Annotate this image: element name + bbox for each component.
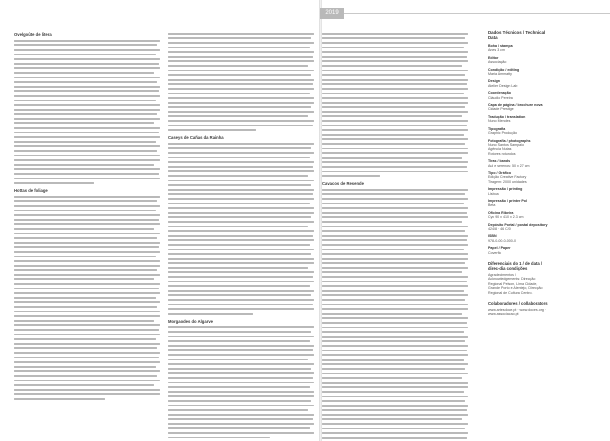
technical-data-key: Depósito Portal / postal depository (488, 222, 548, 227)
right-page (322, 0, 610, 441)
technical-data-item (488, 159, 548, 168)
left-column-2 (168, 30, 314, 440)
technical-data-value: Anes 3 cm (488, 48, 505, 53)
section-subtitle: Hottas de foliage (14, 188, 48, 193)
acknowledgements-title: Diferenciais do 1 / de data / direc-dia condições (488, 261, 542, 272)
technical-data-title: Dados Técnicos / Technical Data (488, 30, 546, 40)
technical-data-item (488, 91, 548, 100)
technical-data-value: Aul e serenos: 50 x 27 cm (488, 163, 530, 168)
technical-data-item (488, 171, 548, 184)
technical-data-item (488, 211, 548, 220)
header-rule (322, 13, 610, 14)
technical-data-value: Atelier Design Lab (488, 83, 518, 88)
technical-data-key: Boha / stampa (488, 44, 513, 48)
technical-data-key: Tiras / bands (488, 159, 511, 164)
technical-data-key: Tradução / translation (488, 114, 526, 119)
technical-data-key: Coordenação (488, 91, 511, 96)
technical-data-value: Graphic Produção (488, 131, 517, 136)
technical-data-key: Fotografia / photographs (488, 138, 531, 143)
section-subtitle: Morgaodes do Algarve (168, 318, 213, 324)
paragraph (168, 326, 314, 438)
collaborators-title: Colaboradores / collaborators (488, 301, 548, 307)
page-number: 2019 (320, 8, 344, 19)
technical-data-key: Design (488, 79, 500, 84)
technical-data-key: Capa de página / brochure nova (488, 103, 543, 108)
technical-data-item (488, 44, 548, 53)
technical-data-item (488, 139, 548, 157)
section-title: Cavacos de Resende (322, 181, 364, 186)
paragraph (14, 196, 160, 400)
technical-data-item (488, 103, 548, 112)
technical-data-item (488, 79, 548, 88)
section-title: Caseys de Cañas da Rainha (168, 135, 224, 141)
technical-data-item (488, 246, 548, 255)
technical-data-value: Beta (488, 203, 496, 208)
technical-data-key: Tipo / Gráfico (488, 170, 512, 175)
technical-data-key: ISBN (488, 234, 497, 239)
folio-bar (322, 8, 610, 19)
technical-data-key: Tipografia (488, 126, 506, 131)
paragraph (322, 33, 468, 177)
technical-data-value: Cláudio Pereira (488, 95, 513, 100)
technical-data-value: Maria Ammatty (488, 72, 512, 77)
technical-data-item (488, 68, 548, 77)
technical-data-value: Nuno Mendes (488, 119, 511, 124)
technical-data-value: 978-0-00-0-000-0 (488, 238, 516, 243)
technical-data-value: Edição Creative Factory Tiragem: 2000 unidades (488, 175, 527, 184)
technical-data-value: Cyc 90 x 410 x 2.3 cm (488, 215, 524, 220)
technical-data-key: Editor (488, 55, 499, 60)
technical-data-key: Papel / Paper (488, 246, 511, 251)
technical-data-item (488, 234, 548, 243)
technical-data-key: Impressão / printer Pol (488, 198, 527, 203)
technical-data-key: Oficina Ribeira (488, 210, 514, 215)
technical-data-list (488, 44, 548, 255)
technical-data-item (488, 56, 548, 65)
technical-data-item (488, 127, 548, 136)
paragraph (168, 33, 314, 131)
technical-data-item (488, 223, 548, 232)
technical-data-value: 424/8 · 46 C/0 (488, 227, 511, 231)
paragraph (14, 40, 160, 184)
technical-data-sidebar (488, 30, 548, 319)
left-column-1 (14, 30, 160, 402)
paragraph (168, 143, 314, 315)
acknowledgements-text: Agradecimentos / Acknowledgements: Direcção Regional Pelson, Lima Cidade, Grande Porto e Alentejo, Direcção Regional de Cultura Centro. (488, 273, 543, 295)
technical-data-item (488, 199, 548, 208)
technical-data-value: Nuno Santos Sampaio Agência Nutas Rotores rotundos (488, 142, 524, 156)
technical-data-item (488, 115, 548, 124)
section-title: Ovelgoûte de litera (14, 32, 52, 37)
technical-data-value: Lisboa (488, 191, 499, 196)
technical-data-value: Coverfic (488, 250, 502, 255)
collaborators-text: www.artesdoce.pt · www.doces.org · www.associacao.pt (488, 308, 547, 317)
right-column-1 (322, 30, 468, 441)
technical-data-value: Cidade Prestige (488, 107, 514, 112)
paragraph (322, 189, 468, 441)
technical-data-value: Associação (488, 60, 507, 65)
technical-data-key: Condição / editing (488, 67, 520, 72)
technical-data-key: Impressão / printing (488, 187, 523, 192)
technical-data-item (488, 187, 548, 196)
